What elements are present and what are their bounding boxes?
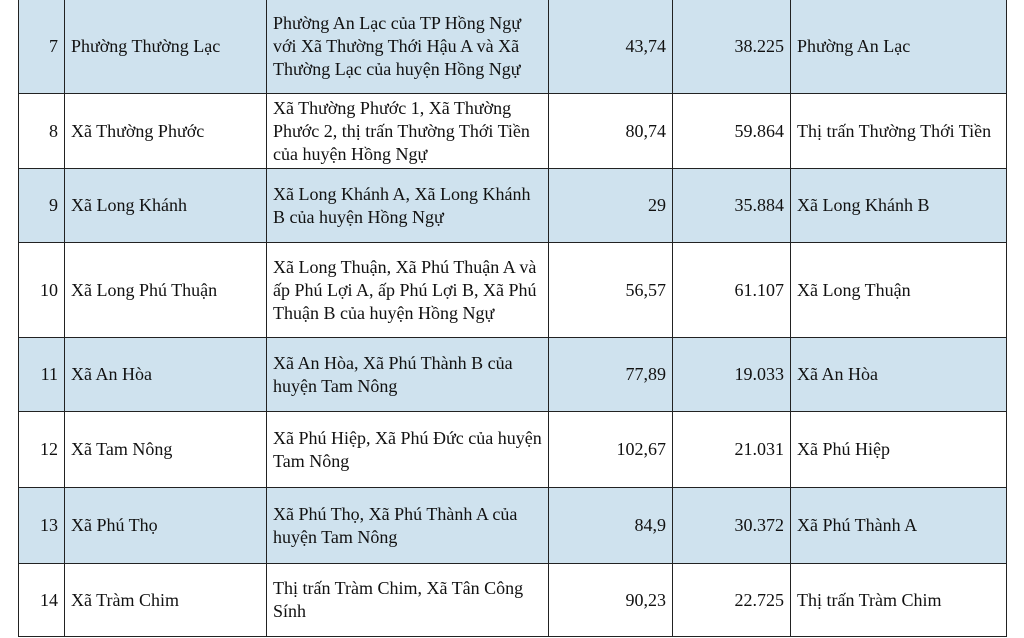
population-value: 21.031 xyxy=(673,412,791,488)
population-value: 22.725 xyxy=(673,564,791,637)
table-body xyxy=(19,0,1007,637)
row-number: 12 xyxy=(19,412,65,488)
merged-from: Xã Long Khánh A, Xã Long Khánh B của huyện Hồng Ngự xyxy=(267,169,549,243)
new-unit-name: Xã Tràm Chim xyxy=(65,564,267,637)
row-number: 13 xyxy=(19,488,65,564)
table-row xyxy=(19,94,1007,169)
admin-seat: Xã Phú Hiệp xyxy=(791,412,1007,488)
merged-from: Xã Phú Hiệp, Xã Phú Đức của huyện Tam Nông xyxy=(267,412,549,488)
population-value: 59.864 xyxy=(673,94,791,169)
merged-from: Thị trấn Tràm Chim, Xã Tân Công Sính xyxy=(267,564,549,637)
new-unit-name: Xã Long Khánh xyxy=(65,169,267,243)
admin-seat: Xã Phú Thành A xyxy=(791,488,1007,564)
admin-seat: Thị trấn Tràm Chim xyxy=(791,564,1007,637)
new-unit-name: Xã Tam Nông xyxy=(65,412,267,488)
merged-from: Xã An Hòa, Xã Phú Thành B của huyện Tam Nông xyxy=(267,338,549,412)
table-row xyxy=(19,338,1007,412)
admin-seat: Xã Long Thuận xyxy=(791,243,1007,338)
population-value: 38.225 xyxy=(673,0,791,94)
table-row xyxy=(19,412,1007,488)
new-unit-name: Phường Thường Lạc xyxy=(65,0,267,94)
merge-table xyxy=(18,0,1007,637)
merged-from: Xã Long Thuận, Xã Phú Thuận A và ấp Phú Lợi A, ấp Phú Lợi B, Xã Phú Thuận B của huyện Hồng Ngự xyxy=(267,243,549,338)
new-unit-name: Xã An Hòa xyxy=(65,338,267,412)
row-number: 10 xyxy=(19,243,65,338)
population-value: 35.884 xyxy=(673,169,791,243)
table-row xyxy=(19,169,1007,243)
new-unit-name: Xã Long Phú Thuận xyxy=(65,243,267,338)
population-value: 30.372 xyxy=(673,488,791,564)
row-number: 11 xyxy=(19,338,65,412)
population-value: 19.033 xyxy=(673,338,791,412)
area-value: 56,57 xyxy=(549,243,673,338)
new-unit-name: Xã Phú Thọ xyxy=(65,488,267,564)
table-row xyxy=(19,564,1007,637)
admin-seat: Thị trấn Thường Thới Tiền xyxy=(791,94,1007,169)
row-number: 9 xyxy=(19,169,65,243)
area-value: 77,89 xyxy=(549,338,673,412)
area-value: 102,67 xyxy=(549,412,673,488)
table-row xyxy=(19,243,1007,338)
area-value: 90,23 xyxy=(549,564,673,637)
new-unit-name: Xã Thường Phước xyxy=(65,94,267,169)
row-number: 7 xyxy=(19,0,65,94)
admin-seat: Xã Long Khánh B xyxy=(791,169,1007,243)
merged-from: Phường An Lạc của TP Hồng Ngự với Xã Thường Thới Hậu A và Xã Thường Lạc của huyện Hồng Ngự xyxy=(267,0,549,94)
area-value: 84,9 xyxy=(549,488,673,564)
admin-seat: Xã An Hòa xyxy=(791,338,1007,412)
table-row xyxy=(19,488,1007,564)
area-value: 29 xyxy=(549,169,673,243)
table-row xyxy=(19,0,1007,94)
admin-seat: Phường An Lạc xyxy=(791,0,1007,94)
merged-from: Xã Thường Phước 1, Xã Thường Phước 2, thị trấn Thường Thới Tiền của huyện Hồng Ngự xyxy=(267,94,549,169)
area-value: 43,74 xyxy=(549,0,673,94)
area-value: 80,74 xyxy=(549,94,673,169)
row-number: 14 xyxy=(19,564,65,637)
merged-from: Xã Phú Thọ, Xã Phú Thành A của huyện Tam Nông xyxy=(267,488,549,564)
population-value: 61.107 xyxy=(673,243,791,338)
row-number: 8 xyxy=(19,94,65,169)
